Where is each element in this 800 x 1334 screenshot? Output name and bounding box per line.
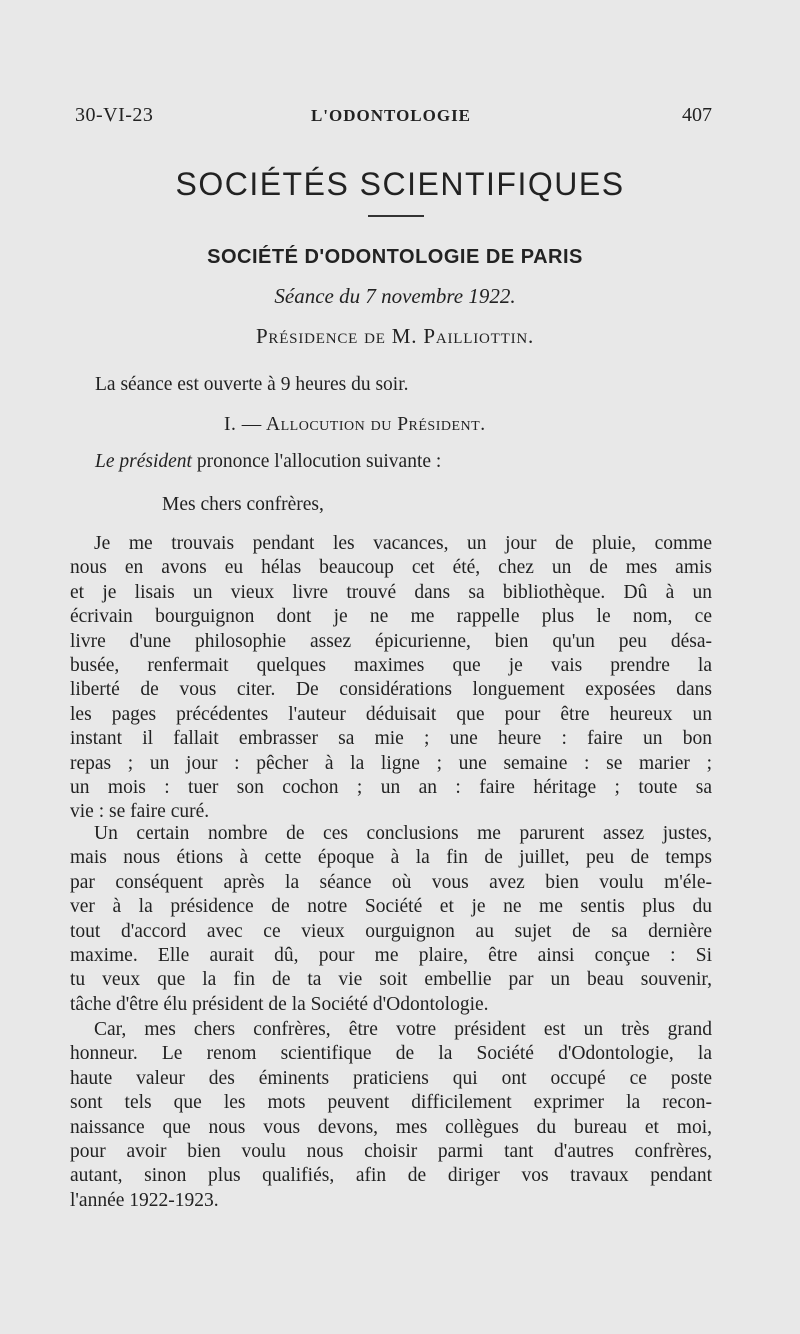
page-number: 407 — [682, 104, 712, 126]
paragraph1-line: écrivain bourguignon dont je ne me rappelle plus le nom, ce — [70, 606, 712, 628]
paragraph1-line: instant il fallait embrasser sa mie ; une heure : faire un bon — [70, 728, 712, 750]
title-rule-divider — [368, 215, 424, 217]
paragraph2-line: tout d'accord avec ce vieux ourguignon au sujet de sa dernière — [70, 920, 712, 942]
paragraph3-line: autant, sinon plus qualifiés, afin de diriger vos travaux pendant — [70, 1165, 712, 1187]
society-heading: SOCIÉTÉ D'ODONTOLOGIE DE PARIS — [207, 246, 583, 268]
running-head-date: 30-VI-23 — [75, 104, 154, 126]
running-head-journal-title: L'ODONTOLOGIE — [310, 106, 472, 125]
paragraph1-line: vie : se faire curé. — [70, 801, 210, 823]
paragraph1-line: livre d'une philosophie assez épicurienne, bien qu'un peu désa- — [70, 630, 712, 652]
section-title: SOCIÉTÉS SCIENTIFIQUES — [175, 166, 625, 202]
paragraph1-line: un mois : tuer son cochon ; un an : faire héritage ; toute sa — [70, 777, 712, 798]
paragraph3-line: haute valeur des éminents praticiens qui ont occupé ce poste — [70, 1067, 712, 1089]
intro-text: prononce l'allocution suivante : — [191, 451, 442, 472]
paragraph1-line: les pages précédentes l'auteur déduisait que pour être heureux un — [70, 703, 712, 725]
paragraph3-line: Car, mes chers confrères, être votre président est un très grand — [94, 1019, 712, 1040]
paragraph2-line: ver à la présidence de notre Société et je ne me sentis plus du — [70, 896, 712, 918]
salutation: Mes chers confrères, — [162, 494, 324, 515]
paragraph3-line: l'année 1922-1923. — [70, 1189, 219, 1211]
paragraph1-line: liberté de vous citer. De considérations longuement exposées dans — [70, 679, 712, 701]
paragraph1-line: nous en avons eu hélas beaucoup cet été, chez un de mes amis — [70, 557, 712, 579]
paragraph2-line: par conséquent après la séance où vous avez bien voulu m'éle- — [70, 871, 712, 893]
running-head — [70, 104, 712, 134]
paragraph3-line: sont tels que les mots peuvent difficilement exprimer la recon- — [70, 1092, 712, 1114]
paragraph2-line: tu veux que la fin de ta vie soit embellie par un beau souvenir, — [70, 969, 712, 991]
paragraph1-line: busée, renfermait quelques maximes que je vais prendre la — [70, 655, 712, 676]
intro-speaker: Le président — [95, 451, 192, 472]
paragraph1-line: repas ; un jour : pêcher à la ligne ; une semaine : se marier ; — [70, 752, 712, 774]
paragraph1-line: Je me trouvais pendant les vacances, un jour de pluie, comme — [94, 533, 712, 554]
intro-line — [95, 451, 441, 473]
session-date: Séance du 7 novembre 1922. — [274, 284, 516, 308]
paragraph3-line: honneur. Le renom scientifique de la Société d'Odontologie, la — [70, 1043, 712, 1065]
paragraph3-line: pour avoir bien voulu nous choisir parmi tant d'autres confrères, — [70, 1141, 712, 1162]
paragraph3-line: naissance que nous vous devons, mes collègues du bureau et moi, — [70, 1116, 712, 1138]
paragraph2-line: maxime. Elle aurait dû, pour me plaire, être ainsi conçue : Si — [70, 945, 712, 966]
opening-line: La séance est ouverte à 9 heures du soir. — [95, 374, 409, 395]
section-heading: I. — Allocution du Président. — [224, 414, 486, 435]
paragraph2-line: Un certain nombre de ces conclusions me parurent assez justes, — [94, 823, 712, 844]
presidency-line: Présidence de M. Pailliottin. — [255, 324, 535, 348]
paragraph2-line: tâche d'être élu président de la Société d'Odontologie. — [70, 993, 489, 1015]
paragraph1-line: et je lisais un vieux livre trouvé dans sa bibliothèque. Dû à un — [70, 581, 712, 603]
paragraph2-line: mais nous étions à cette époque à la fin de juillet, peu de temps — [70, 847, 712, 869]
